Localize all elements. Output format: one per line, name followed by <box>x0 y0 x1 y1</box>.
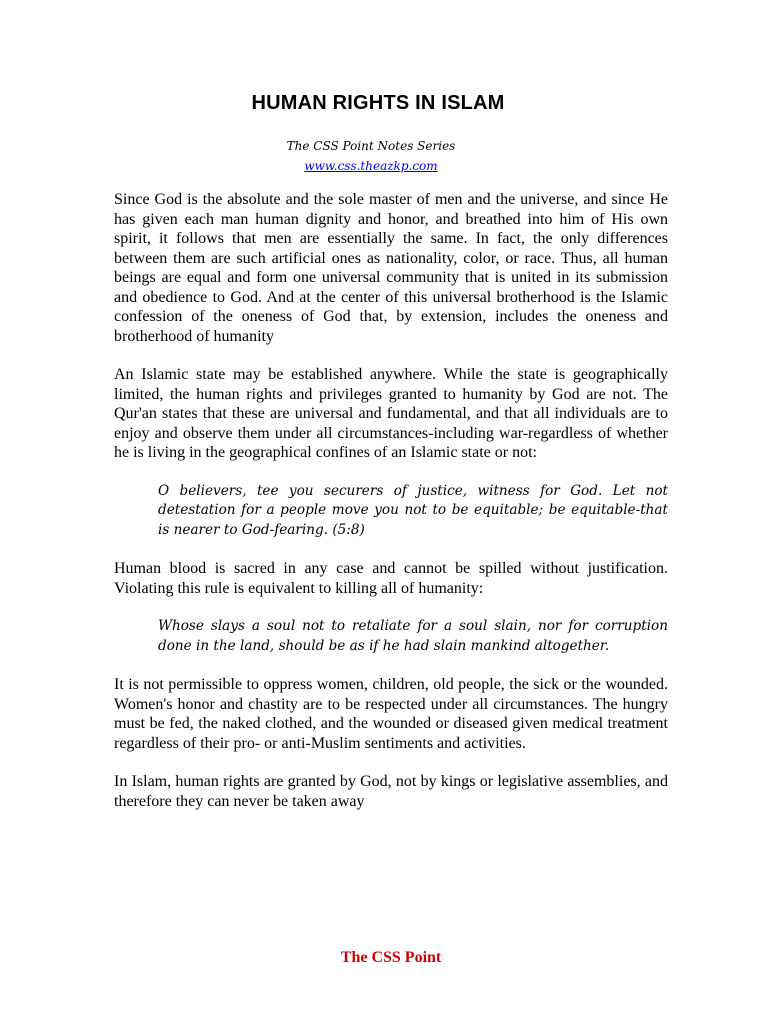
page-footer: The CSS Point <box>340 949 442 966</box>
website-link[interactable]: www.css.theazkp.com <box>304 159 438 173</box>
document-body <box>114 190 668 830</box>
paragraph-5: In Islam, human rights are granted by God, not by kings or legislative assemblies, and therefore they can never be taken away <box>114 773 668 810</box>
document-title: HUMAN RIGHTS IN ISLAM <box>251 92 505 114</box>
paragraph-4: It is not permissible to oppress women, children, old people, the sick or the wounded. Women's honor and chastity are to be respected under all circumstances. The hungry must be fed, the naked clothed, and the wounded or diseased given medical treatment regardless of their pro- or anti-Muslim sentiments and activities. <box>114 676 668 752</box>
series-name: The CSS Point Notes Series <box>286 139 456 153</box>
paragraph-1: Since God is the absolute and the sole master of men and the universe, and since He has given each man human dignity and honor, and breathed into him of His own spirit, it follows that men are essentially the same. In fact, the only differences between them are such artificial ones as nationality, color, or race. Thus, all human beings are equal and form one universal community that is united in its submission and obedience to God. And at the center of this universal brotherhood is the Islamic confession of the oneness of God that, by extension, includes the oneness and brotherhood of humanity <box>114 191 668 345</box>
quote-2: Whose slays a soul not to retaliate for a soul slain, nor for corruption done in the land, should be as if he had slain mankind altogether. <box>158 618 668 654</box>
quote-1: O believers, tee you securers of justice, witness for God. Let not detestation for a people move you not to be equitable; be equitable-that is nearer to God-fearing. (5:8) <box>158 482 668 538</box>
paragraph-3: Human blood is sacred in any case and cannot be spilled without justification. Violating this rule is equivalent to killing all of humanity: <box>114 560 668 597</box>
series-header <box>0 136 742 176</box>
paragraph-2: An Islamic state may be established anywhere. While the state is geographically limited, the human rights and privileges granted to humanity by God are not. The Qur'an states that these are universal and fundamental, and that all individuals are to enjoy and observe them under all circumstances-including war-regardless of whether he is living in the geographical confines of an Islamic state or not: <box>114 366 668 461</box>
